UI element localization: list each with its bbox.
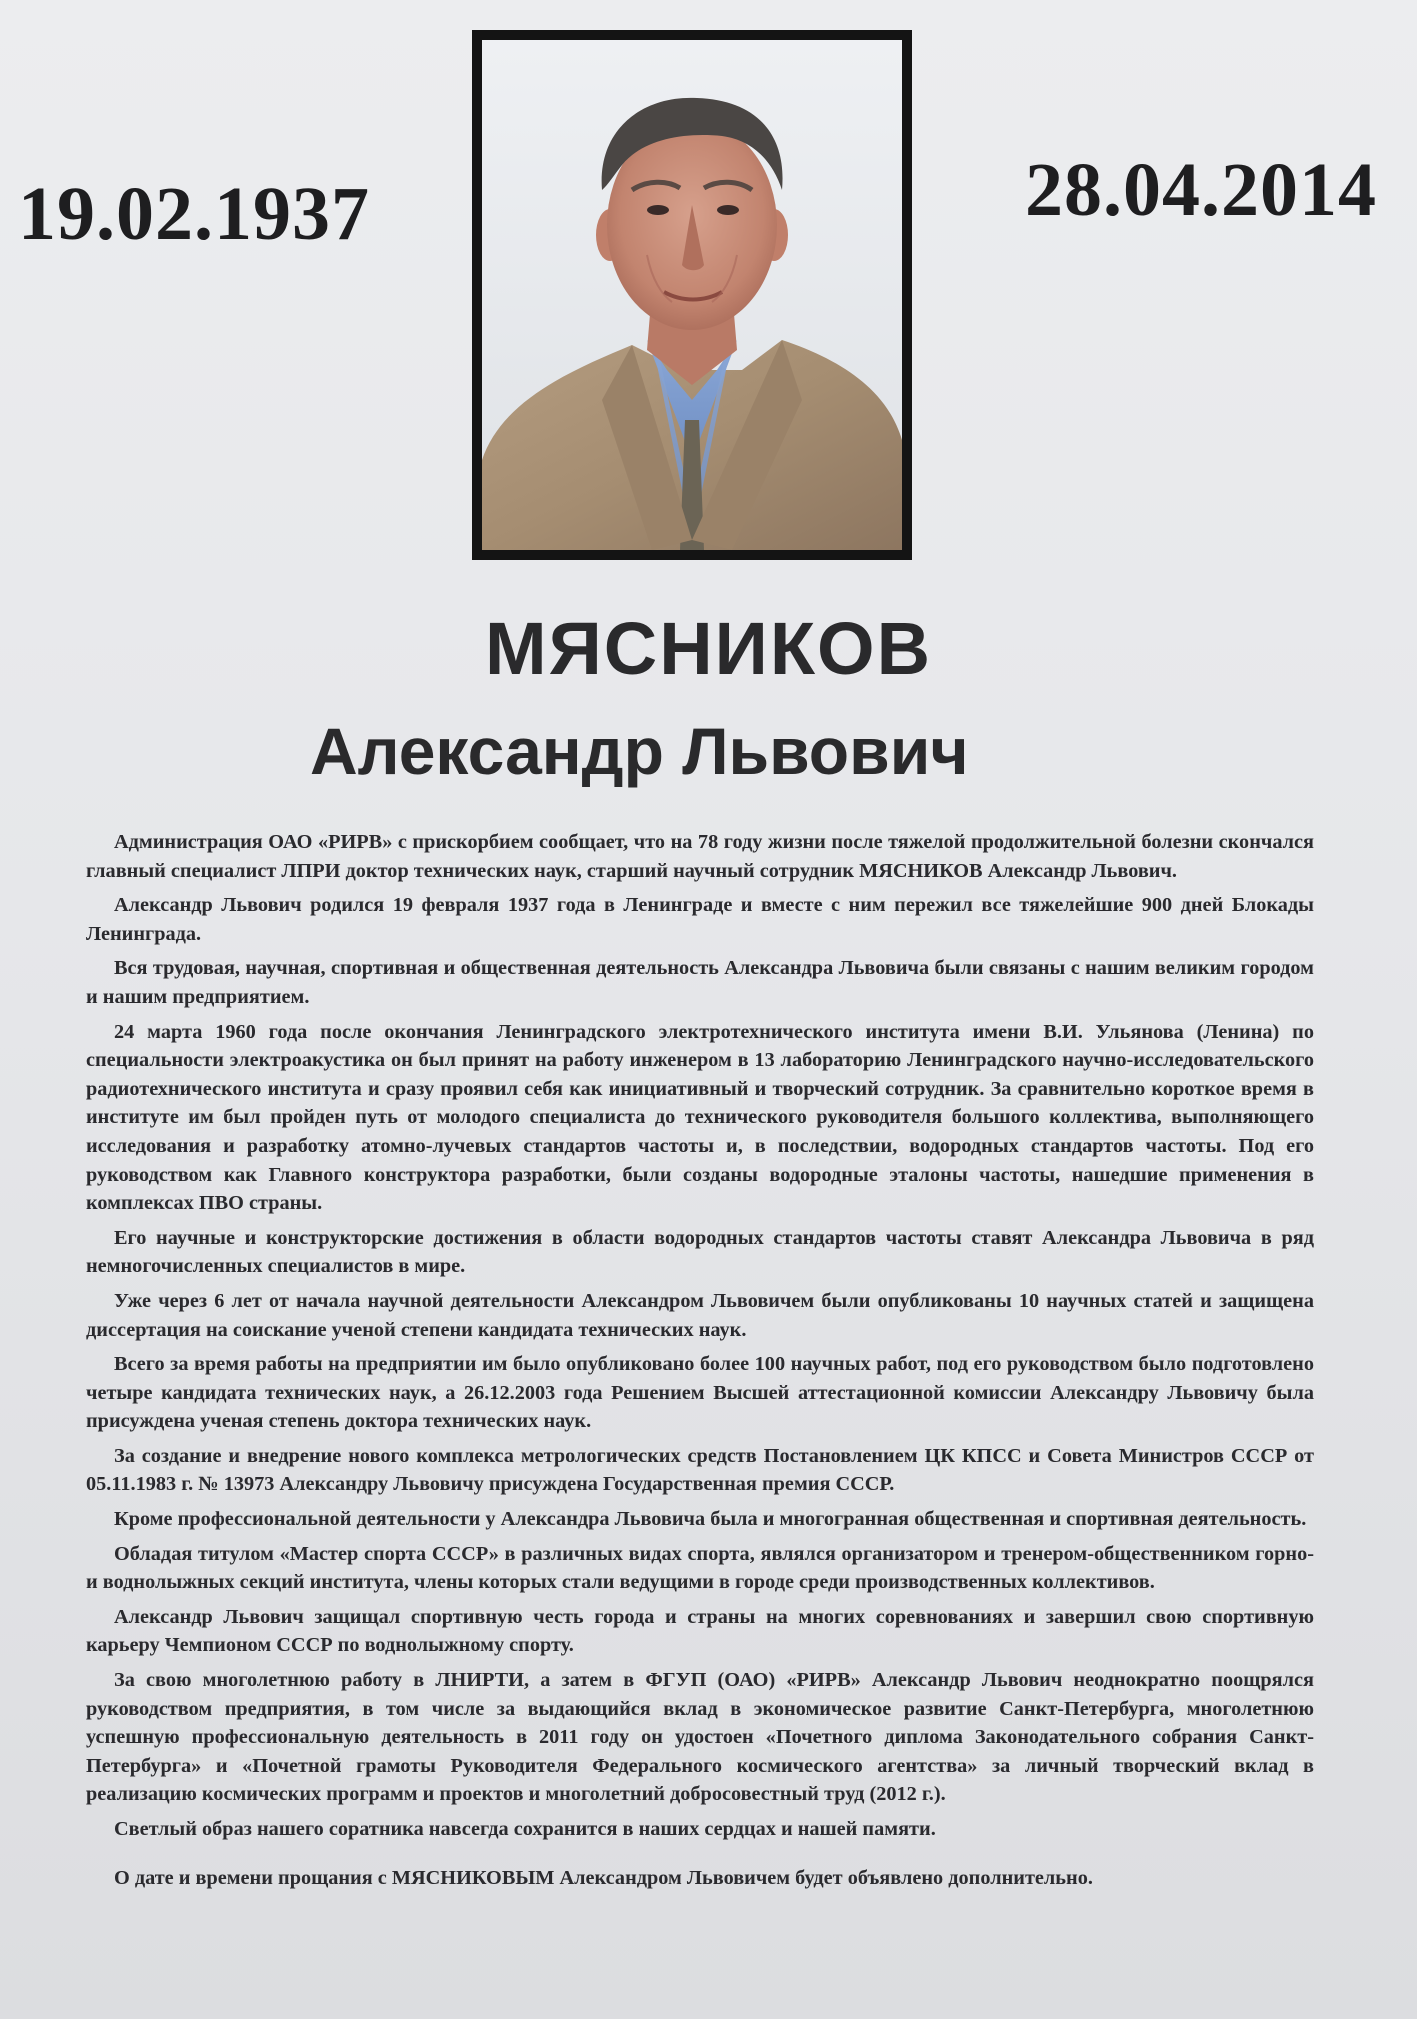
farewell-notice: О дате и времени прощания с МЯСНИКОВЫМ Александром Львовичем будет объявлено дополнительно. <box>114 1866 1093 1889</box>
portrait-photo <box>472 30 912 560</box>
paragraph: Администрация ОАО «РИРВ» с прискорбием сообщает, что на 78 году жизни после тяжелой продолжительной болезни скончался главный специалист ЛПРИ доктор технических наук, старший научный сотрудник МЯСНИКОВ Александр Львович. <box>86 831 1314 882</box>
paragraph: Обладая титулом «Мастер спорта СССР» в различных видах спорта, являлся организатором и тренером-общественником горно- и воднолыжных секций института, члены которых стали ведущими в городе среди производственных коллективов. <box>86 1542 1314 1594</box>
paragraph: Уже через 6 лет от начала научной деятельности Александром Львовичем были опубликованы 10 научных статей и защищена диссертация на соискание ученой степени кандидата технических наук. <box>86 1289 1314 1341</box>
given-name-heading: Александр Львович <box>310 714 969 788</box>
paragraph: За свою многолетнюю работу в ЛНИРТИ, а затем в ФГУП (ОАО) «РИРВ» Александр Львович неоднократно поощрялся руководством предприятия, в том числе за выдающийся вклад в экономическое развитие Санкт-Петербурга, многолетнюю успешную профессиональную деятельность в 2011 году он удостоен «Почетного диплома Законодательного собрания Санкт-Петербурга» и «Почетной грамоты Руководителя Федерального космического агентства» за личный творческий вклад в реализацию космических программ и проектов и многолетний добросовестный труд (2012 г.). <box>86 1669 1314 1806</box>
paragraph: Его научные и конструкторские достижения в области водородных стандартов частоты ставят Александра Львовича в ряд немногочисленных специалистов в мире. <box>86 1226 1314 1278</box>
paragraph: Александр Львович родился 19 февраля 1937 года в Ленинграде и вместе с ним пережил все тяжелейшие 900 дней Блокады Ленинграда. <box>86 894 1314 945</box>
paragraph: За создание и внедрение нового комплекса метрологических средств Постановлением ЦК КПСС и Совета Министров СССР от 05.11.1983 г. № 13973 Александру Львовичу присуждена Государственная премия СССР. <box>86 1444 1314 1496</box>
paragraph: Вся трудовая, научная, спортивная и общественная деятельность Александра Львовича были связаны с нашим великим городом и нашим предприятием. <box>86 957 1314 1008</box>
surname-heading: МЯСНИКОВ <box>484 607 933 690</box>
paragraph: Светлый образ нашего соратника навсегда сохранится в наших сердцах и нашей памяти. <box>114 1818 936 1840</box>
portrait-image <box>482 40 902 550</box>
paragraph: 24 марта 1960 года после окончания Ленинградского электротехнического института имени В.И. Ульянова (Ленина) по специальности электроакустика он был принят на работу инженером в 13 лабораторию Ленинградского научно-исследовательского радиотехнического института и сразу проявил себя как инициативный и творческий сотрудник. За сравнительно короткое время в институте им был пройден путь от молодого специалиста до технического руководителя большого коллектива, выполняющего исследования и разработку атомно-лучевых стандартов частоты и, в последствии, водородных стандартов частоты. Под его руководством как Главного конструктора разработки, были созданы водородные эталоны частоты, нашедшие применения в комплексах ПВО страны. <box>86 1020 1314 1215</box>
paragraph: Всего за время работы на предприятии им было опубликовано более 100 научных работ, под его руководством было подготовлено четыре кандидата технических наук, а 26.12.2003 года Решением Высшей аттестационной комиссии Александру Львовичу была присуждена ученая степень доктора технических наук. <box>86 1353 1314 1433</box>
death-date: 28.04.2014 <box>1025 148 1377 232</box>
birth-date: 19.02.1937 <box>18 172 370 256</box>
obituary-text <box>86 828 1314 1898</box>
paragraph: Кроме профессиональной деятельности у Александра Львовича была и многогранная общественная и спортивная деятельность. <box>114 1508 1307 1531</box>
paragraph: Александр Львович защищал спортивную честь города и страны на многих соревнованиях и завершил свою спортивную карьеру Чемпионом СССР по воднолыжному спорту. <box>86 1605 1314 1657</box>
